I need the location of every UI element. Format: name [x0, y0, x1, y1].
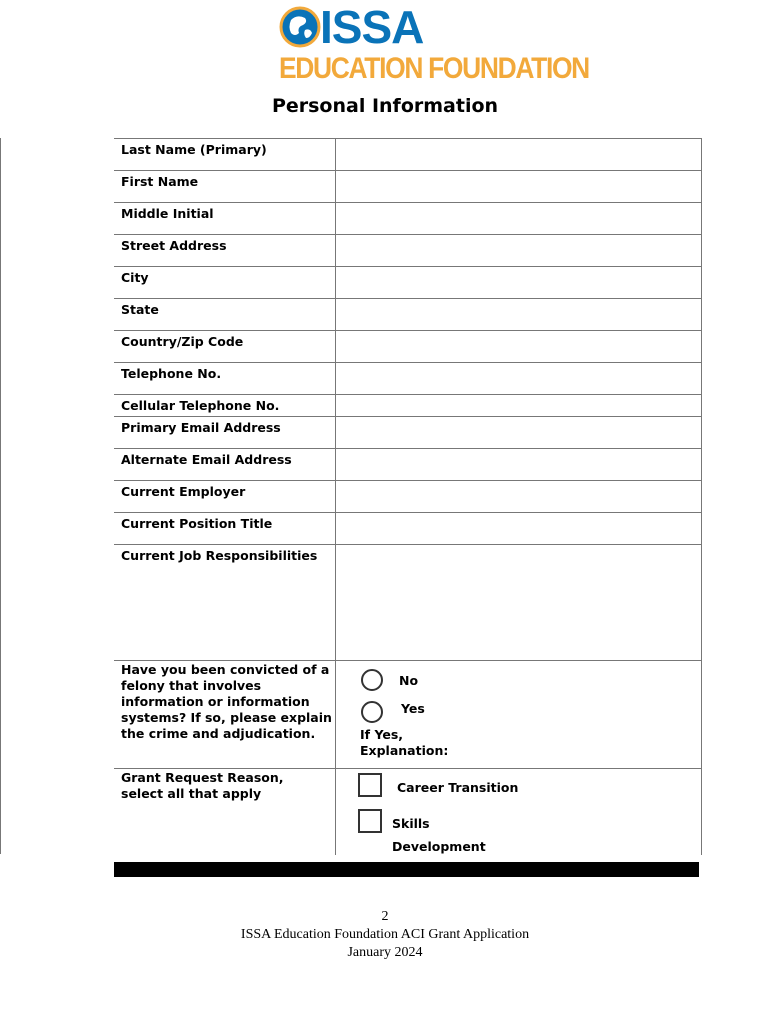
felony-no-radio[interactable]: [361, 669, 383, 691]
field-row-middle-initial: [114, 202, 702, 235]
felony-yes-radio[interactable]: [361, 701, 383, 723]
field-label: City: [121, 270, 149, 285]
footer-doc-title: ISSA Education Foundation ACI Grant Application: [240, 927, 530, 942]
skills-development-checkbox[interactable]: [358, 809, 382, 833]
field-row-position-title: [114, 512, 702, 545]
page-number: 2: [381, 909, 389, 924]
field-label: Primary Email Address: [121, 420, 281, 435]
field-row-country-zip: [114, 330, 702, 363]
field-row-last-name: [114, 138, 702, 171]
field-label: Country/Zip Code: [121, 334, 244, 349]
field-row-first-name: [114, 170, 702, 203]
field-label: Last Name (Primary): [121, 142, 267, 157]
position-title-input[interactable]: [335, 513, 702, 545]
globe-icon: [279, 6, 321, 48]
grant-request-row: [114, 768, 702, 855]
current-employer-input[interactable]: [335, 481, 702, 513]
cellular-input[interactable]: [335, 395, 702, 417]
field-label: State: [121, 302, 159, 317]
felony-no-label: No: [399, 673, 419, 688]
field-row-job-responsibilities: [114, 544, 702, 661]
felony-answer-cell: [335, 661, 702, 769]
alternate-email-input[interactable]: [335, 449, 702, 481]
skills-development-label: Skills Development: [392, 816, 486, 854]
career-transition-checkbox[interactable]: [358, 773, 382, 797]
field-label: Current Job Responsibilities: [121, 548, 318, 563]
field-row-alternate-email: [114, 448, 702, 481]
felony-explanation-label: If Yes, Explanation:: [360, 727, 449, 758]
logo-foundation-text: EDUCATION FOUNDATION: [279, 52, 589, 85]
table-left-border: [0, 138, 1, 854]
field-row-current-employer: [114, 480, 702, 513]
field-label: Cellular Telephone No.: [121, 398, 280, 413]
middle-initial-input[interactable]: [335, 203, 702, 235]
field-row-primary-email: [114, 416, 702, 449]
felony-question-row: [114, 660, 702, 769]
page-title: Personal Information: [271, 95, 499, 117]
logo-issa-text: ISSA: [320, 1, 424, 53]
street-address-input[interactable]: [335, 235, 702, 267]
last-name-input[interactable]: [335, 139, 702, 171]
state-input[interactable]: [335, 299, 702, 331]
felony-question-label: Have you been convicted of a felony that involves information or information systems? If so, please explain the crime and adjudication.: [121, 662, 332, 741]
country-zip-input[interactable]: [335, 331, 702, 363]
footer-date: January 2024: [347, 945, 423, 960]
field-label: Telephone No.: [121, 366, 222, 381]
primary-email-input[interactable]: [335, 417, 702, 449]
field-label: Current Position Title: [121, 516, 273, 531]
black-divider-bar: [114, 862, 699, 877]
grant-options-cell: [335, 769, 702, 855]
grant-request-label: Grant Request Reason, select all that apply: [121, 770, 284, 801]
field-label: Alternate Email Address: [121, 452, 292, 467]
city-input[interactable]: [335, 267, 702, 299]
field-label: First Name: [121, 174, 199, 189]
felony-yes-label: Yes: [401, 701, 425, 716]
field-row-state: [114, 298, 702, 331]
issa-logo: [277, 1, 589, 90]
field-label: Current Employer: [121, 484, 246, 499]
telephone-input[interactable]: [335, 363, 702, 395]
career-transition-label: Career Transition: [397, 780, 519, 795]
job-responsibilities-input[interactable]: [335, 545, 702, 661]
field-row-telephone: [114, 362, 702, 395]
field-label: Middle Initial: [121, 206, 214, 221]
field-row-street-address: [114, 234, 702, 267]
field-row-city: [114, 266, 702, 299]
field-row-cellular: [114, 394, 702, 417]
first-name-input[interactable]: [335, 171, 702, 203]
field-label: Street Address: [121, 238, 227, 253]
